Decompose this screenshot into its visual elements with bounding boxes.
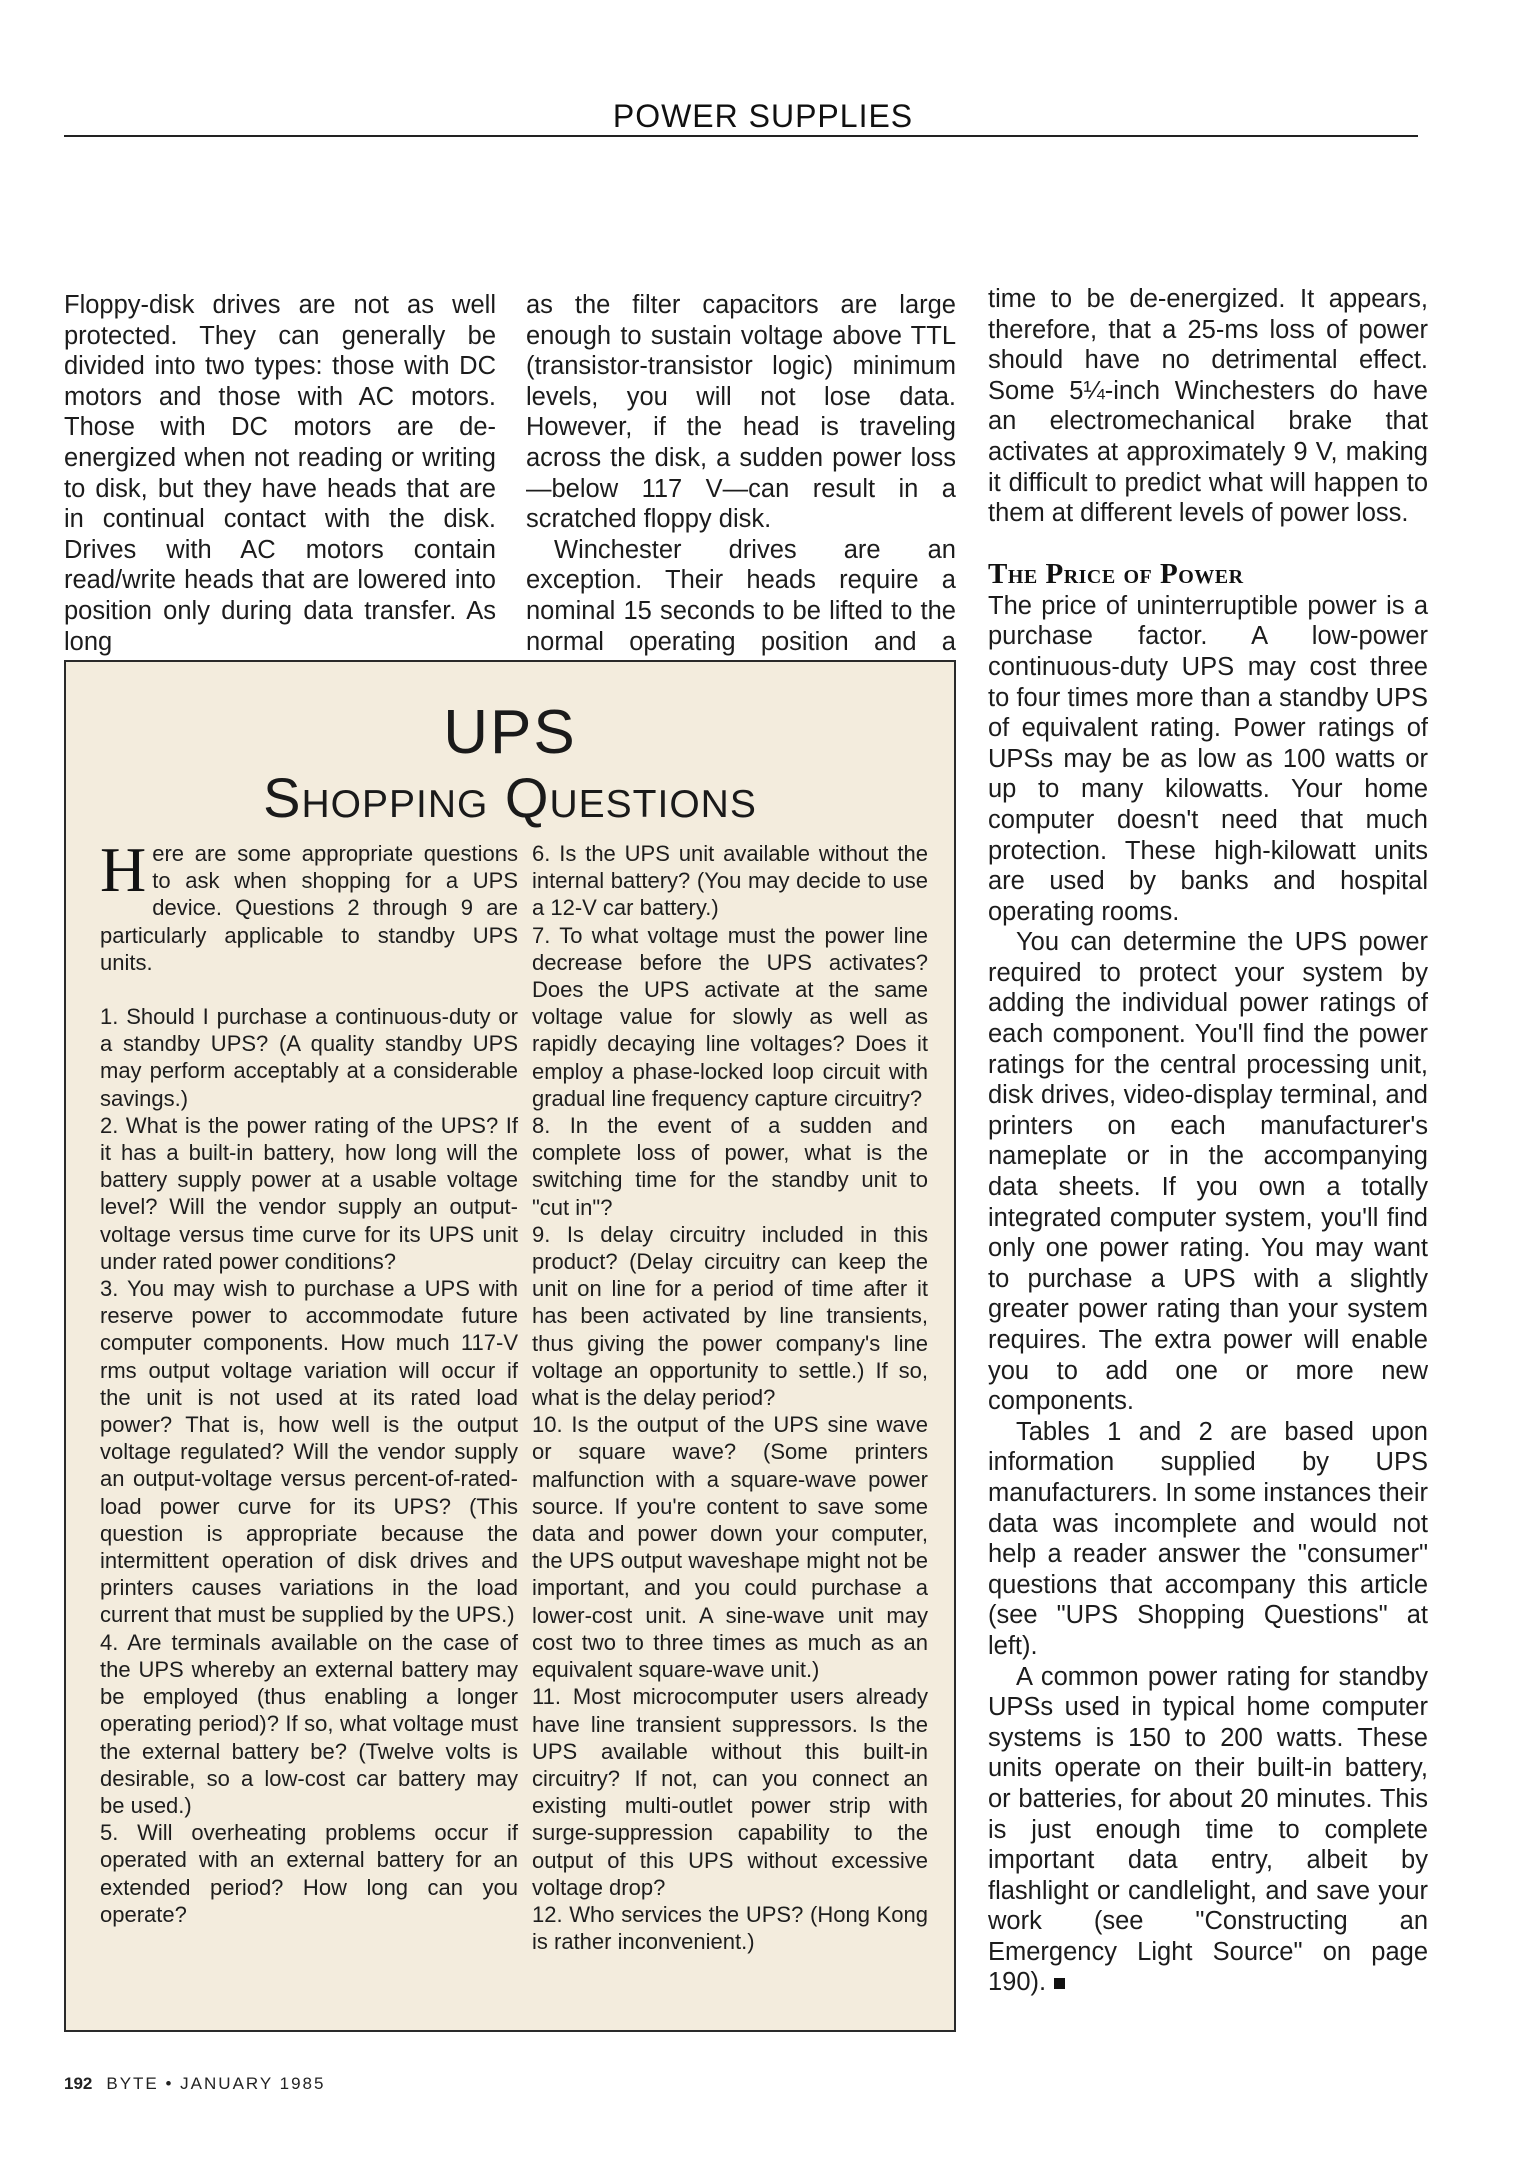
question-item: 4. Are terminals available on the case of the UPS whereby an external battery may be employed (thus enabling a longer operating period)? If so, what voltage must the external battery be? (Twelve volts is desirable, so a low-cost car battery may be used.) xyxy=(100,1629,518,1818)
col2-paragraph-2: Winchester drives are an exception. Their heads require a nominal 15 seconds to be lifted to the normal operating position and a xyxy=(526,535,956,656)
page-number: 192 xyxy=(64,2074,93,2093)
sidebar-column-1 xyxy=(100,834,518,1928)
question-item: 8. In the event of a sudden and complete loss of power, what is the switching time for the standby unit to "cut in"? xyxy=(532,1113,928,1220)
question-item: 2. What is the power rating of the UPS? If it has a built-in battery, how long will the battery supply power at a usable voltage level? Will the vendor supply an output-voltage versus time curve for its UPS unit under rated power conditions? xyxy=(100,1112,518,1274)
end-of-article-mark xyxy=(1054,1978,1065,1989)
magazine-issue: BYTE • JANUARY 1985 xyxy=(106,2074,326,2093)
question-item: 3. You may wish to purchase a UPS with reserve power to accommodate future computer components. How much 117-V rms output voltage variation will occur if the unit is not used at its rated load power? That is, how well is the output voltage regulated? Will the vendor supply an output-voltage versus percent-of-rated-load power curve for its UPS? (This question is appropriate because the intermittent operation of disk drives and printers causes variations in the load current that must be supplied by the UPS.) xyxy=(100,1276,518,1628)
col1-paragraph-1: Floppy-disk drives are not as well protected. They can generally be divided into two types: those with DC motors and those with AC motors. Those with DC motors are de-energized when not reading or writing to disk, but they have heads that are in continual contact with the disk. Drives with AC motors contain read/write heads that are lowered into position only during data transfer. As long xyxy=(64,291,496,656)
question-item: 12. Who services the UPS? (Hong Kong is rather inconvenient.) xyxy=(532,1901,928,1955)
col3-paragraph-1: time to be de-energized. It appears, therefore, that a 25-ms loss of power should have no detrimental effect. Some 5¼-inch Winchesters do have an electromechanical brake that activates at approximately 9 V, making it difficult to predict what will happen to them at different levels of power loss. xyxy=(988,285,1428,528)
header-rule xyxy=(64,135,1418,137)
question-item: 9. Is delay circuitry included in this product? (Delay circuitry can keep the unit on line for a period of time after it has been activated by line transients, thus giving the power company's line voltage an opportunity to settle.) If so, what is the delay period? xyxy=(532,1221,928,1411)
page-footer xyxy=(64,2074,325,2094)
drop-cap: H xyxy=(100,834,147,905)
article-column-3 xyxy=(988,284,1428,1998)
sidebar-box xyxy=(64,660,956,2032)
sidebar-title xyxy=(66,700,954,830)
question-item: 7. To what voltage must the power line decrease before the UPS activates? Does the UPS activate at the same voltage value for slowly as well as rapidly decaying line voltages? Does it employ a phase-locked loop circuit with gradual line frequency capture circuitry? xyxy=(532,922,928,1111)
col3-paragraph-2: The price of uninterruptible power is a purchase factor. A low-power continuous-duty UPS may cost three to four times more than a standby UPS of equivalent rating. Power ratings of UPSs may be as low as 100 watts or up to many kilowatts. Your home computer doesn't need that much protection. These high-kilowatt units are used by banks and hospital operating rooms. xyxy=(988,591,1428,926)
article-column-2 xyxy=(526,290,956,688)
question-item: 10. Is the output of the UPS sine wave or square wave? (Some printers malfunction with a square-wave power source. If you're content to save some data and power down your computer, the UPS output waveshape might not be important, and you could purchase a lower-cost unit. A sine-wave unit may cost two to three times as much as an equivalent square-wave unit.) xyxy=(532,1412,928,1683)
running-header: POWER SUPPLIES xyxy=(612,98,914,134)
sidebar-column-2 xyxy=(532,840,928,1955)
spacer xyxy=(100,976,518,1003)
article-column-1 xyxy=(64,290,496,657)
col2-paragraph-1: as the filter capacitors are large enough to sustain voltage above TTL (transistor-transistor logic) minimum levels, you will not lose data. However, if the head is traveling across the disk, a sudden power loss—below 117 V—can result in a scratched floppy disk. xyxy=(526,291,956,534)
question-item: 5. Will overheating problems occur if operated with an external battery for an extended period? How long can you operate? xyxy=(100,1820,518,1927)
question-item: 6. Is the UPS unit available without the internal battery? (You may decide to use a 12-V car battery.) xyxy=(532,841,928,921)
sidebar-title-line-1: UPS xyxy=(443,698,577,767)
sidebar-title-line-2: Shopping Questions xyxy=(263,766,757,829)
col3-paragraph-4: Tables 1 and 2 are based upon information supplied by UPS manufacturers. In some instances their data was incomplete and would not help a reader answer the "consumer" questions that accompany this article (see "UPS Shopping Questions" at left). xyxy=(988,1417,1428,1660)
section-heading-price-of-power: The Price of Power xyxy=(988,557,1244,590)
sidebar-intro-text: ere are some appropriate questions to ask when shopping for a UPS device. Questions 2 through 9 are particularly applicable to standby UPS units. xyxy=(100,841,518,975)
col3-paragraph-5-text: A common power rating for standby UPSs used in typical home computer systems is 150 to 200 watts. These units operate on their built-in battery, or batteries, for about 20 minutes. This is just enough time to complete important data entry, albeit by flashlight or candlelight, and save your work (see "Constructing an Emergency Light Source" on page 190). xyxy=(988,1662,1428,1997)
question-item: 11. Most microcomputer users already have line transient suppressors. Is the UPS available without this built-in circuitry? If not, can you connect an existing multi-outlet power strip with surge-suppression capability to the output of this UPS without excessive voltage drop? xyxy=(532,1684,928,1900)
sidebar-intro xyxy=(100,834,518,976)
col3-paragraph-3: You can determine the UPS power required to protect your system by adding the individual power ratings of each component. You'll find the power ratings for the central processing unit, disk drives, video-display terminal, and printers on each manufacturer's nameplate or in the accompanying data sheets. If you own a totally integrated computer system, you'll find only one power rating. You may want to purchase a UPS with a slightly greater power rating than your system requires. The extra power will enable you to add one or more new components. xyxy=(988,928,1428,1416)
col3-paragraph-5 xyxy=(988,1662,1428,1999)
question-item: 1. Should I purchase a continuous-duty or a standby UPS? (A quality standby UPS may perform acceptably at a considerable savings.) xyxy=(100,1004,518,1111)
